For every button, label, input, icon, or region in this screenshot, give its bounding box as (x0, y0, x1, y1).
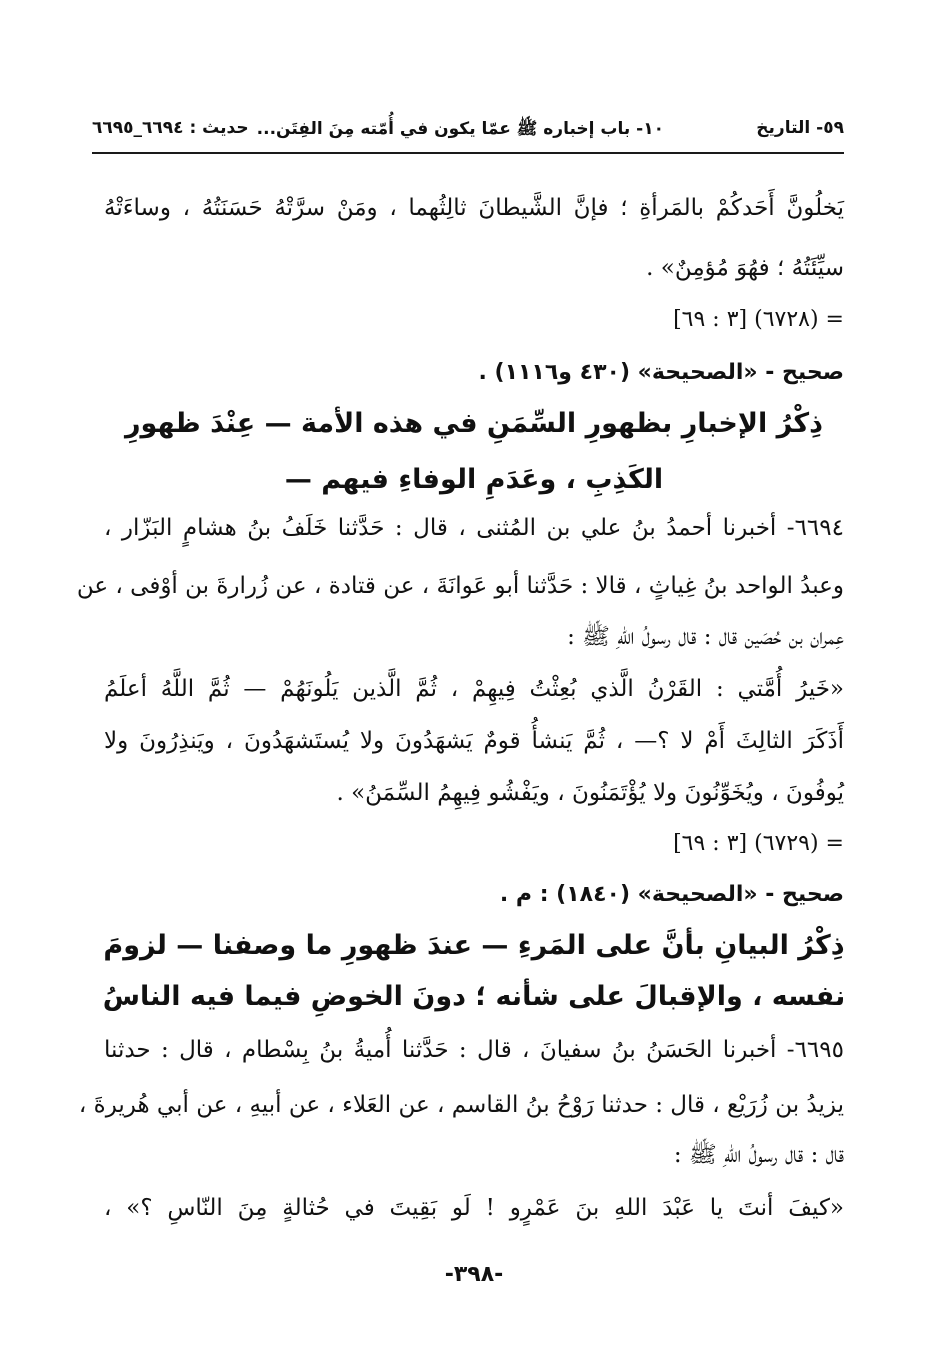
grading-line: صحيح - «الصحيحة» (١٨٤٠) : م . (499, 882, 844, 907)
page-number: -٣٩٨- (444, 1262, 504, 1287)
isnad-line-1: ٦٦٩٤- أخبرنا أحمدُ بنُ علي بن المُثنى ، قال : حَدَّثنا خَلَفُ بنُ هشامٍ البَزّار ، (104, 515, 844, 541)
matn-line-1: «خَيرُ أُمَّتي : القَرْنُ الَّذي بُعِثْتُ فِيهِمْ ، ثُمَّ الَّذين يَلُونَهُمْ — ثُمَّ اللَّهُ أعلَمُ (104, 676, 844, 702)
section-heading-line-1: ذِكْرُ الإخبارِ بظهورِ السِّمَنِ في هذه الأمة — عِنْدَ ظهورِ (125, 408, 823, 439)
isnad-line-3: عِمران بن حُصَين قال : قال رسولُ اللهِ ﷺ : (567, 624, 844, 650)
matn-line-1: «كيفَ أنتَ يا عَبْدَ اللهِ بنَ عَمْرٍو ! لَو بَقِيتَ في حُثالةٍ مِنَ النّاسِ ؟» ، (104, 1195, 844, 1221)
grading-line: صحيح - «الصحيحة» (٤٣٠ و١١١٦) . (478, 360, 844, 385)
section-heading-line-2: الكَذِبِ ، وعَدَمِ الوفاءِ فيهم — (284, 464, 664, 495)
matn-line-2: أَذَكَرَ الثالِثَ أَمْ لا ؟— ، ثُمَّ يَنشأُ قومٌ يَشهَدُونَ ولا يُستَشهَدُونَ ، ويَنذِرُونَ ولا (104, 728, 844, 754)
matn-line-3: يُوفُونَ ، ويُخَوِّنُونَ ولا يُؤْتَمَنُونَ ، ويَفْشُو فِيهِمُ السِّمَنُ» . (336, 780, 844, 806)
header-hadith-range: حديث : ٦٦٩٤_٦٦٩٥ (92, 118, 249, 138)
section-heading-line-1: ذِكْرُ البيانِ بأنَّ على المَرءِ — عندَ ظهورِ ما وصفنا — لزومَ (103, 930, 845, 961)
header-chapter-title: ١٠- باب إخباره ﷺ عمّا يكون في أُمّته مِنَ الفِتَن... (256, 119, 664, 139)
continuation-line-2: سيِّئَتُهُ ؛ فهُوَ مُؤمِنٌ» . (646, 255, 844, 281)
section-heading-line-2: نفسه ، والإقبالَ على شأنه ؛ دونَ الخوضِ فيما فيه الناسُ (102, 981, 846, 1012)
isnad-line-3: قال : قال رسولُ اللهِ ﷺ : (673, 1142, 844, 1168)
reference-line: = (٦٧٢٨) [٣ : ٦٩] (673, 307, 844, 332)
isnad-line-1: ٦٦٩٥- أخبرنا الحَسَنُ بنُ سفيانَ ، قال : حَدَّثنا أُميةُ بنُ بِسْطام ، قال : حدثنا (104, 1037, 844, 1063)
isnad-line-2: يزيدُ بن زُرَيْع ، قال : حدثنا رَوْحُ بنُ القاسم ، عن العَلاء ، عن أبيهِ ، عن أبي هُريرةَ ، (78, 1092, 844, 1118)
isnad-line-2: وعبدُ الواحد بنُ غِياثٍ ، قالا : حَدَّثنا أبو عَوانَةَ ، عن قتادة ، عن زُرارةَ بن أوْفى ، عن (76, 573, 844, 599)
continuation-line-1: يَخلُونَّ أَحَدكُمْ بالمَرأةِ ؛ فإنَّ الشَّيطانَ ثالِثُهما ، ومَنْ سرَّتْهُ حَسَنَتُهُ ، وساءَتْهُ (104, 195, 844, 221)
running-header (92, 112, 844, 148)
header-rule (92, 152, 844, 154)
reference-line: = (٦٧٢٩) [٣ : ٦٩] (673, 831, 844, 856)
header-book-title: ٥٩- التاريخ (756, 118, 844, 138)
